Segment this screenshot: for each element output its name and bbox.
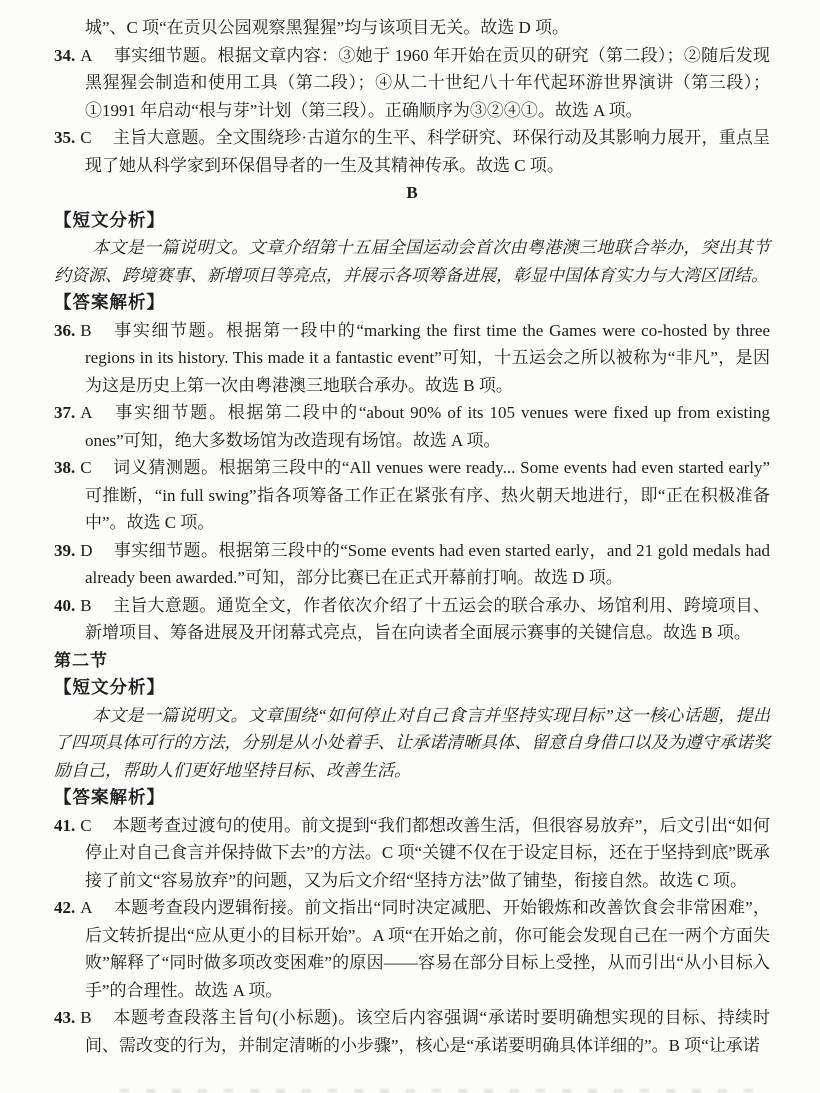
answer-letter: A (80, 45, 93, 65)
answer-letter: C (80, 128, 92, 147)
passage-b-heading: B (406, 183, 418, 202)
explanation-text: 事实细节题。根据第二段中的“about 90% of its 105 venues were fixed up from existing ones”可知，绝大多数场馆为改造现有场馆。故选 A 项。 (85, 403, 770, 450)
question-number: 40. (54, 595, 76, 615)
passage-analysis-header: 【短文分析】 (54, 209, 165, 230)
question-number: 35. (54, 128, 76, 147)
question-number: 41. (54, 815, 76, 835)
explanation-text: 词义猜测题。根据第三段中的“All venues were ready... Some events had even started early”可推断，“in full swing”指各项筹备工作正在紧张有序、热火朝天地进行，即“正在积极准备中”。故选 C 项。 (85, 458, 770, 532)
answer-item-36 (54, 317, 770, 400)
answer-item-35 (54, 124, 770, 179)
question-number: 36. (54, 320, 76, 340)
answers-header: 【答案解析】 (54, 787, 165, 807)
answer-item-37 (54, 399, 770, 454)
passage-analysis-text: 本文是一篇说明文。文章介绍第十五届全国运动会首次由粤港澳三地联合举办，突出其节约资源、跨境赛事、新增项目等亮点，并展示各项筹备进展，彰显中国体育实力与大湾区团结。 (54, 238, 770, 285)
answer-item-41 (54, 812, 770, 895)
answer-letter: B (80, 1008, 92, 1027)
answer-item-43 (54, 1004, 770, 1059)
explanation-text: 本题考查过渡句的使用。前文提到“我们都想改善生活，但很容易放弃”，后文引出“如何停止对自己食言并保持做下去”的方法。C 项“关键不仅在于设定目标，还在于坚持到底”既承接了前文“容易放弃”的问题，又为后文介绍“坚持方法”做了铺垫，衔接自然。故选 C 项。 (85, 815, 770, 890)
explanation-text: 主旨大意题。通览全文，作者依次介绍了十五运会的联合承办、场馆利用、跨境项目、新增项目、筹备进展及开闭幕式亮点，旨在向读者全面展示赛事的关键信息。故选 B 项。 (85, 595, 770, 642)
answer-item-38 (54, 454, 770, 537)
answer-item-34 (54, 42, 770, 125)
explanation-text: 本题考查段内逻辑衔接。前文指出“同时决定减肥、开始锻炼和改善饮食会非常困难”，后文转折提出“应从更小的目标开始”。A 项“在开始之前，你可能会发现自己在一两个方面失败”解释了“同时做多项改变困难”的原因——容易在部分目标上受挫，从而引出“从小目标入手”的合理性。故选 A 项。 (85, 898, 770, 1000)
answer-letter: A (80, 898, 93, 917)
question-number: 43. (54, 1008, 76, 1027)
answer-letter: C (80, 458, 92, 477)
explanation-text: 事实细节题。根据第一段中的“marking the first time the Games were co-hosted by three regions in its history. This made it a fantastic event”可知，十五运会之所以被称为“非凡”，是因为这是历史上第一次由粤港澳三地联合承办。故选 B 项。 (85, 320, 770, 395)
question-number: 37. (54, 403, 76, 422)
answer-item-42 (54, 894, 770, 1004)
answer-letter: D (80, 540, 93, 560)
answer-letter: C (80, 815, 92, 835)
answer-item-40 (54, 592, 770, 647)
question-number: 42. (54, 898, 76, 917)
question-number: 38. (54, 458, 76, 477)
passage-analysis-header: 【短文分析】 (54, 677, 165, 697)
carryover-explanation-line: 城”、C 项“在贡贝公园观察黑猩猩”均与该项目无关。故选 D 项。 (85, 18, 570, 37)
answer-item-39 (54, 537, 770, 592)
explanation-text: 主旨大意题。全文围绕珍·古道尔的生平、科学研究、环保行动及其影响力展开，重点呈现了她从科学家到环保倡导者的一生及其精神传承。故选 C 项。 (85, 128, 770, 175)
explanation-text: 本题考查段落主旨句(小标题)。该空后内容强调“承诺时要明确想实现的目标、持续时间、需改变的行为，并制定清晰的小步骤”，核心是“承诺要明确具体详细的”。B 项“让承诺 (85, 1008, 770, 1055)
question-number: 34. (54, 45, 76, 65)
answer-letter: B (80, 595, 92, 615)
answer-letter: B (80, 320, 92, 340)
passage-analysis-text: 本文是一篇说明文。文章围绕“如何停止对自己食言并坚持实现目标”这一核心话题，提出了四项具体可行的方法，分别是从小处着手、让承诺清晰具体、留意自身借口以及为遵守承诺奖励自己，帮助人们更好地坚持目标、改善生活。 (54, 705, 770, 780)
section-two-title: 第二节 (54, 650, 108, 670)
answers-header: 【答案解析】 (54, 292, 165, 312)
answer-letter: A (80, 403, 93, 422)
explanation-text: 事实细节题。根据第三段中的“Some events had even started early，and 21 gold medals had already been awarded.”可知，部分比赛已在正式开幕前打响。故选 D 项。 (85, 540, 770, 587)
explanation-text: 事实细节题。根据文章内容：③她于 1960 年开始在贡贝的研究（第二段）；②随后发现黑猩猩会制造和使用工具（第二段）；④从二十世纪八十年代起环游世界演讲（第三段）；①1991 年启动“根与芽”计划（第三段）。正确顺序为③②④①。故选 A 项。 (85, 45, 770, 120)
question-number: 39. (54, 540, 76, 560)
